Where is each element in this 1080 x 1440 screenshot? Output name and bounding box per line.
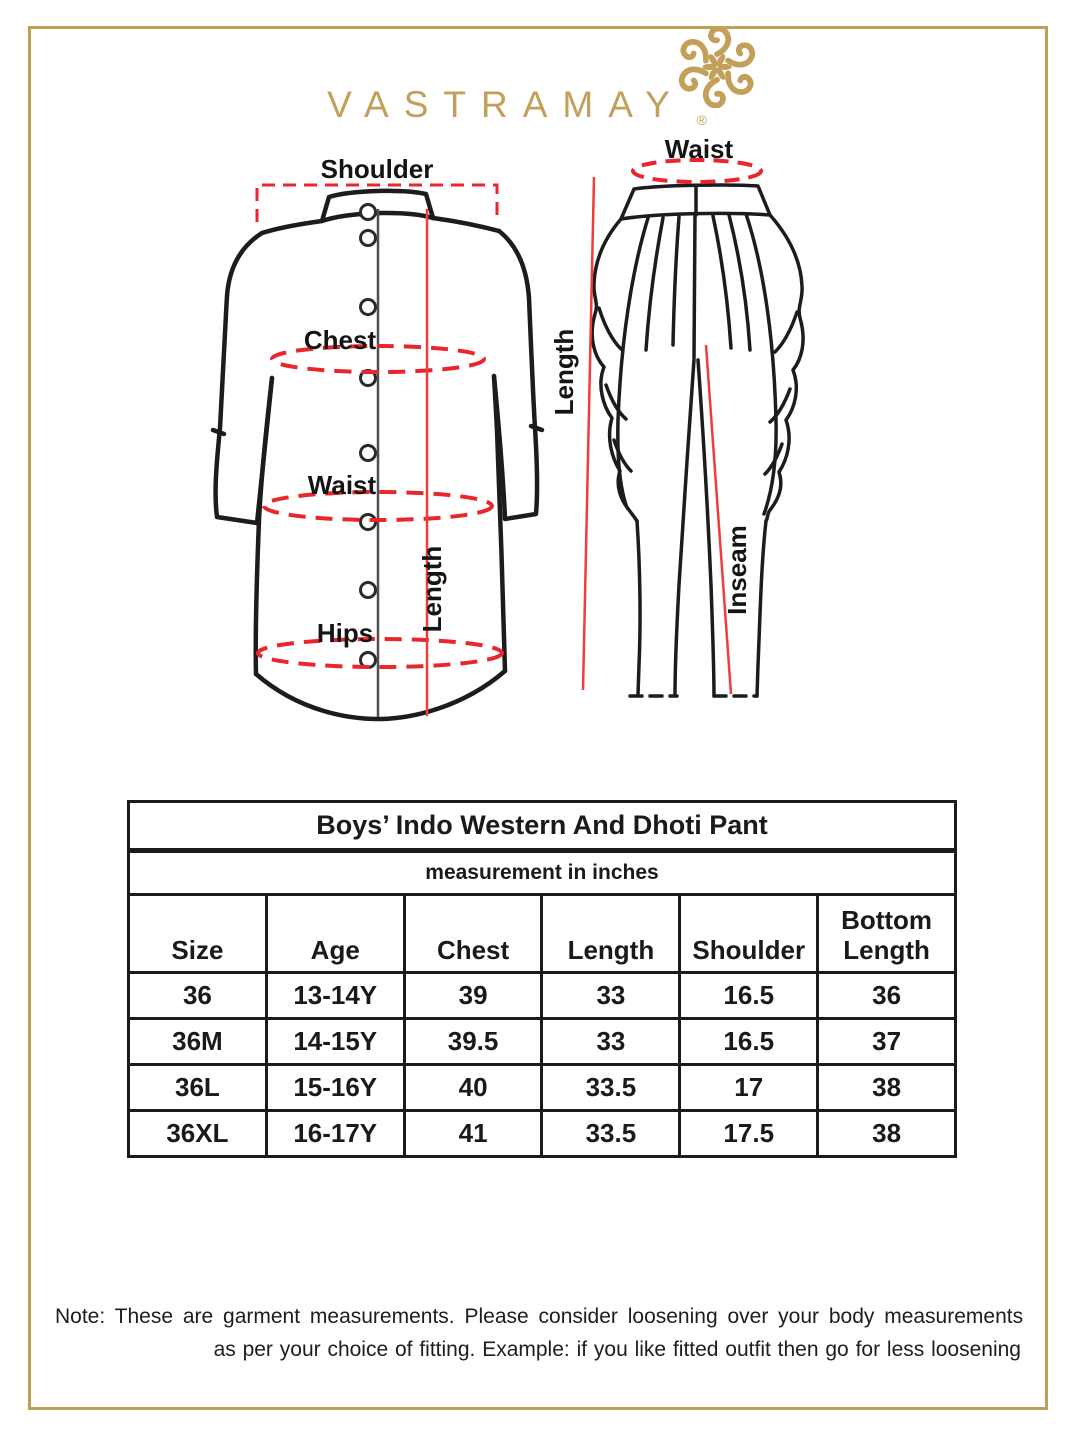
note-line-1: Note: These are garment measurements. Please consider loosening over your body measurements [55, 1305, 1024, 1328]
table-row [129, 1065, 956, 1111]
note-text [55, 1300, 1024, 1366]
dhoti-inseam-label: Inseam [722, 525, 752, 615]
cell-chest: 39.5 [404, 1019, 542, 1065]
cell-age: 16-17Y [266, 1111, 404, 1157]
dhoti-length-label: Length [549, 328, 579, 416]
cell-age: 15-16Y [266, 1065, 404, 1111]
column-header-bottom-length: Bottom Length [818, 895, 956, 973]
column-header-size: Size [129, 895, 267, 973]
table-title: Boys’ Indo Western And Dhoti Pant [129, 802, 956, 851]
kurta-hem [256, 671, 505, 719]
table-row [129, 1111, 956, 1157]
cell-bottom-length: 36 [818, 973, 956, 1019]
dhoti-leg-right-outer [757, 521, 766, 696]
dhoti-pleat [729, 215, 750, 350]
kurta-waist-label: Waist [307, 470, 377, 500]
registered-mark-icon: ® [696, 112, 707, 128]
kurta-shoulder-right [433, 218, 499, 231]
column-header-chest: Chest [404, 895, 542, 973]
cell-length: 33.5 [542, 1111, 680, 1157]
dhoti-drape-fold [599, 308, 621, 349]
kurta-chest-label: Chest [303, 325, 377, 355]
table-row [129, 973, 956, 1019]
dhoti-pleat [646, 218, 663, 350]
dhoti-drape-fold [775, 312, 797, 352]
cell-bottom-length: 37 [818, 1019, 956, 1065]
cell-bottom-length: 38 [818, 1111, 956, 1157]
brand-name: VASTRAMAY [327, 84, 685, 125]
kurta-shoulder-left [262, 221, 322, 233]
cell-chest: 39 [404, 973, 542, 1019]
cell-bottom-length: 38 [818, 1065, 956, 1111]
note-line-2: as per your choice of fitting. Example: if you like fitted outfit then go for less loosening [213, 1338, 1021, 1361]
cell-chest: 41 [404, 1111, 542, 1157]
cell-shoulder: 17 [680, 1065, 818, 1111]
cell-size: 36 [129, 973, 267, 1019]
dhoti-pleat [746, 214, 776, 514]
cell-size: 36XL [129, 1111, 267, 1157]
cell-shoulder: 16.5 [680, 973, 818, 1019]
column-header-age: Age [266, 895, 404, 973]
dhoti-drape-left [592, 219, 637, 521]
table-subtitle: measurement in inches [129, 851, 956, 895]
cell-chest: 40 [404, 1065, 542, 1111]
kurta-cuff-tick-left [213, 430, 224, 434]
kurta-buttons [361, 205, 376, 668]
dhoti-center-seam [694, 186, 696, 358]
dhoti-waist-label: Waist [664, 134, 734, 164]
kurta-hips-label: Hips [316, 618, 374, 648]
column-header-length: Length [542, 895, 680, 973]
cell-length: 33.5 [542, 1065, 680, 1111]
dhoti-pleat [673, 217, 679, 345]
dhoti-pleat [713, 216, 731, 348]
cell-size: 36L [129, 1065, 267, 1111]
kurta-measure-marks [257, 185, 502, 716]
kurta-cuff-tick-right [531, 426, 542, 430]
dhoti-leg-left-outer [637, 521, 640, 695]
table-header-row [129, 895, 956, 973]
dhoti-inseam-line [706, 345, 731, 694]
dhoti-leg-left-inner [675, 360, 694, 696]
kurta-shoulder-label: Shoulder [320, 154, 434, 184]
cell-age: 14-15Y [266, 1019, 404, 1065]
cell-length: 33 [542, 973, 680, 1019]
table-row [129, 1019, 956, 1065]
cell-size: 36M [129, 1019, 267, 1065]
kurta-length-label: Length [417, 545, 447, 633]
column-header-shoulder: Shoulder [680, 895, 818, 973]
cell-shoulder: 17.5 [680, 1111, 818, 1157]
dhoti-drawing [592, 185, 803, 696]
hips-ellipse [258, 639, 502, 667]
cell-shoulder: 16.5 [680, 1019, 818, 1065]
dhoti-length-line [583, 177, 594, 690]
cell-age: 13-14Y [266, 973, 404, 1019]
cell-length: 33 [542, 1019, 680, 1065]
kurta-sleeve-right [494, 231, 537, 519]
size-chart-table [127, 800, 957, 1158]
